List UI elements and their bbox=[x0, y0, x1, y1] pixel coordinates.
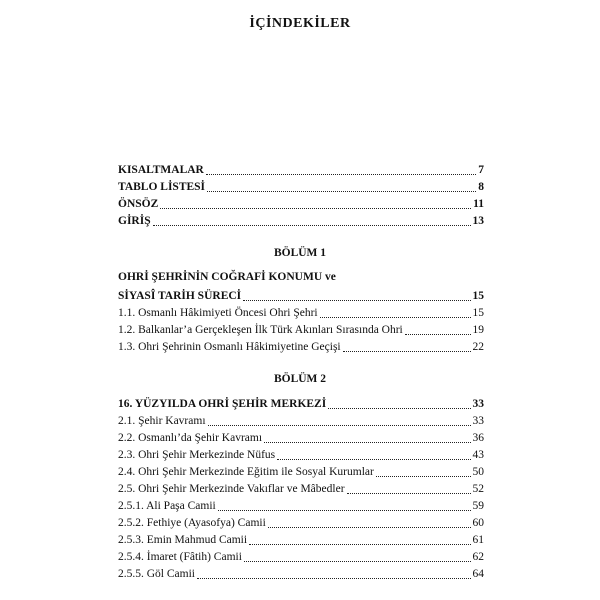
toc-entry-label: TABLO LİSTESİ bbox=[118, 181, 206, 193]
toc-entry-2-5-1[interactable] bbox=[118, 498, 484, 514]
dot-leader bbox=[328, 407, 470, 409]
toc-entry-page: 33 bbox=[472, 415, 484, 427]
toc-entry-label: 2.5.3. Emin Mahmud Camii bbox=[118, 534, 248, 546]
dot-leader bbox=[343, 350, 471, 352]
dot-leader bbox=[207, 190, 476, 192]
dot-leader bbox=[206, 173, 476, 175]
dot-leader bbox=[320, 316, 471, 318]
toc-entry-label: 2.1. Şehir Kavramı bbox=[118, 415, 206, 427]
dot-leader bbox=[277, 458, 470, 460]
toc-entry-label: 2.2. Osmanlı’da Şehir Kavramı bbox=[118, 432, 263, 444]
toc-entry-label: 1.2. Balkanlar’a Gerçekleşen İlk Türk Akınları Sırasında Ohri bbox=[118, 324, 403, 336]
toc-entry-page: 8 bbox=[478, 181, 484, 193]
toc-entry-onsoz[interactable] bbox=[118, 196, 484, 212]
toc-entry-label: 1.3. Ohri Şehrinin Osmanlı Hâkimiyetine Geçişi bbox=[118, 341, 341, 353]
toc-entry-page: 36 bbox=[472, 432, 484, 444]
toc-entry-label: 2.5.2. Fethiye (Ayasofya) Camii bbox=[118, 517, 266, 529]
chapter-2-heading: BÖLÜM 2 bbox=[273, 373, 327, 385]
toc-entry-label: 2.3. Ohri Şehir Merkezinde Nüfus bbox=[118, 449, 276, 461]
dot-leader bbox=[208, 424, 471, 426]
toc-entry-2-5-5[interactable] bbox=[118, 566, 484, 582]
toc-entry-page: 7 bbox=[478, 164, 484, 176]
dot-leader bbox=[153, 224, 471, 226]
toc-entry-label: 2.5.4. İmaret (Fâtih) Camii bbox=[118, 551, 242, 563]
dot-leader bbox=[347, 492, 471, 494]
toc-entry-2-1[interactable] bbox=[118, 413, 484, 429]
toc-entry-chapter-2-title[interactable] bbox=[118, 396, 484, 412]
dot-leader bbox=[264, 441, 470, 443]
toc-entry-page: 50 bbox=[472, 466, 484, 478]
toc-entry-page: 64 bbox=[472, 568, 484, 580]
toc-entry-label: 2.5.1. Ali Paşa Camii bbox=[118, 500, 216, 512]
chapter-1-title-line1: OHRİ ŞEHRİNİN COĞRAFİ KONUMU ve bbox=[118, 271, 336, 283]
toc-entry-page: 62 bbox=[472, 551, 484, 563]
toc-entry-2-5-2[interactable] bbox=[118, 515, 484, 531]
toc-entry-page: 13 bbox=[472, 215, 484, 227]
toc-entry-page: 19 bbox=[472, 324, 484, 336]
toc-entry-giris[interactable] bbox=[118, 213, 484, 229]
toc-entry-page: 59 bbox=[472, 500, 484, 512]
toc-entry-page: 52 bbox=[472, 483, 484, 495]
dot-leader bbox=[376, 475, 471, 477]
toc-entry-page: 15 bbox=[472, 290, 484, 302]
dot-leader bbox=[218, 509, 471, 511]
toc-entry-2-5[interactable] bbox=[118, 481, 484, 497]
toc-entry-kisaltmalar[interactable] bbox=[118, 162, 484, 178]
toc-entry-page: 33 bbox=[472, 398, 484, 410]
toc-entry-tablo-listesi[interactable] bbox=[118, 179, 484, 195]
toc-entry-label: 2.5. Ohri Şehir Merkezinde Vakıflar ve Mâbedler bbox=[118, 483, 345, 495]
dot-leader bbox=[268, 526, 471, 528]
dot-leader bbox=[160, 207, 471, 209]
dot-leader bbox=[197, 577, 471, 579]
toc-entry-page: 22 bbox=[472, 341, 484, 353]
chapter-1-heading: BÖLÜM 1 bbox=[273, 247, 327, 259]
toc-entry-page: 43 bbox=[472, 449, 484, 461]
toc-entry-label: 2.4. Ohri Şehir Merkezinde Eğitim ile Sosyal Kurumlar bbox=[118, 466, 374, 478]
toc-entry-2-2[interactable] bbox=[118, 430, 484, 446]
toc-entry-label: SİYASÎ TARİH SÜRECİ bbox=[118, 290, 242, 302]
toc-entry-chapter-1-title[interactable] bbox=[118, 288, 484, 304]
toc-entry-label: ÖNSÖZ bbox=[118, 198, 159, 210]
toc-entry-page: 60 bbox=[472, 517, 484, 529]
dot-leader bbox=[249, 543, 470, 545]
dot-leader bbox=[244, 560, 471, 562]
toc-entry-2-5-3[interactable] bbox=[118, 532, 484, 548]
toc-entry-label: 2.5.5. Göl Camii bbox=[118, 568, 195, 580]
toc-entry-1-1[interactable] bbox=[118, 305, 484, 321]
toc-entry-label: KISALTMALAR bbox=[118, 164, 204, 176]
dot-leader bbox=[243, 299, 470, 301]
toc-entry-page: 15 bbox=[472, 307, 484, 319]
toc-entry-2-5-4[interactable] bbox=[118, 549, 484, 565]
toc-entry-label: 16. YÜZYILDA OHRİ ŞEHİR MERKEZİ bbox=[118, 398, 327, 410]
toc-entry-2-4[interactable] bbox=[118, 464, 484, 480]
toc-entry-page: 11 bbox=[473, 198, 484, 210]
toc-entry-label: 1.1. Osmanlı Hâkimiyeti Öncesi Ohri Şehri bbox=[118, 307, 318, 319]
toc-entry-1-3[interactable] bbox=[118, 339, 484, 355]
toc-entry-2-3[interactable] bbox=[118, 447, 484, 463]
toc-entry-label: GİRİŞ bbox=[118, 215, 151, 227]
dot-leader bbox=[405, 333, 471, 335]
page-title: İÇİNDEKİLER bbox=[249, 16, 351, 31]
toc-entry-page: 61 bbox=[472, 534, 484, 546]
toc-entry-1-2[interactable] bbox=[118, 322, 484, 338]
